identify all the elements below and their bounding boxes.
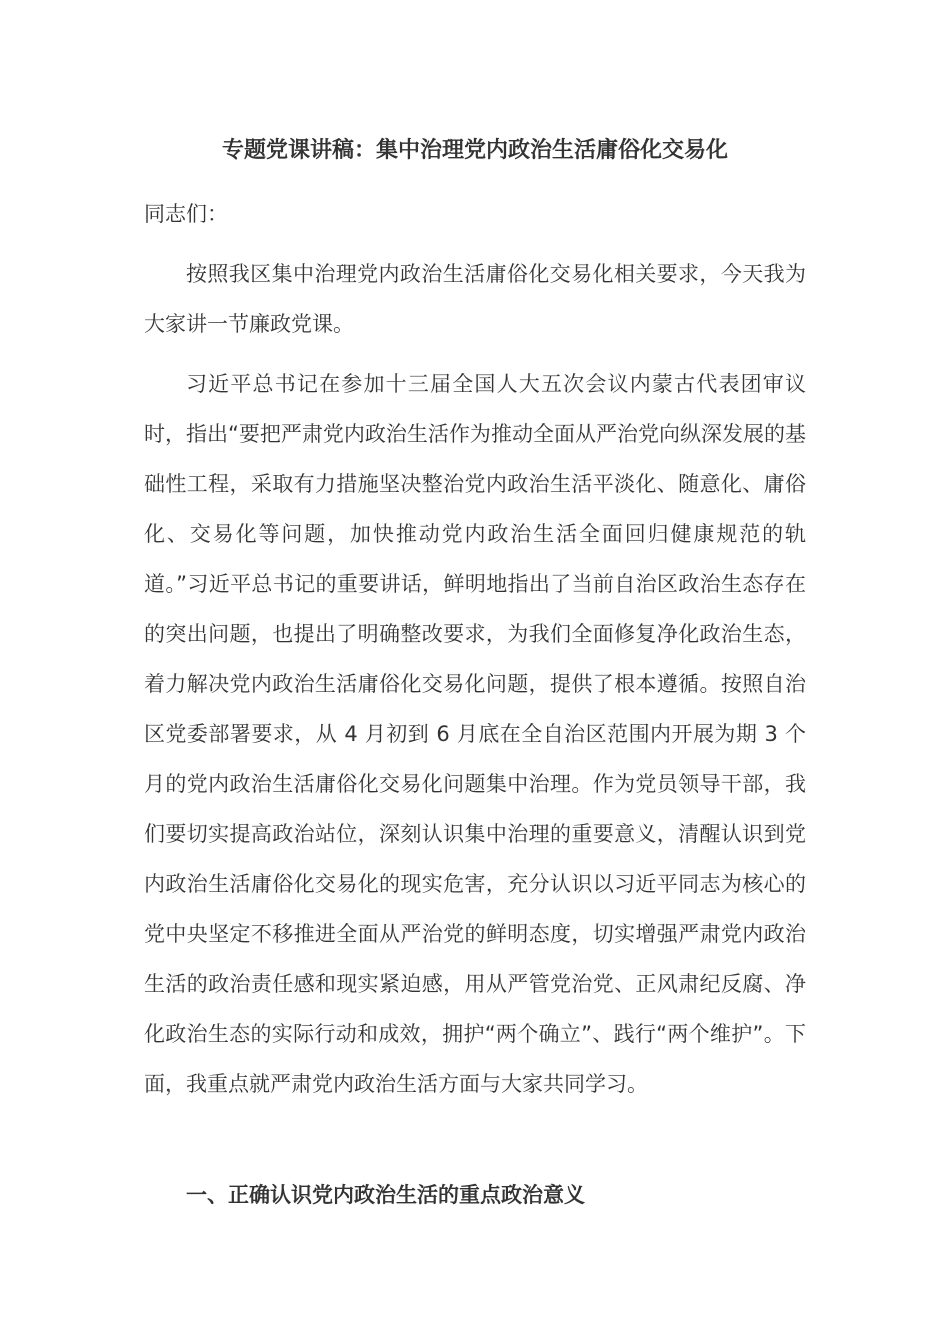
section-heading: 一、正确认识党内政治生活的重点政治意义 bbox=[186, 1183, 585, 1207]
document-title: 专题党课讲稿：集中治理党内政治生活庸俗化交易化 bbox=[221, 138, 728, 163]
salutation: 同志们： bbox=[144, 202, 228, 226]
paragraph-main: 习近平总书记在参加十三届全国人大五次会议内蒙古代表团审议时，指出“要把严肃党内政治生活作为推动全面从严治党向纵深发展的基础性工程，采取有力措施坚决整治党内政治生活平淡化、随意化、庸俗化、交易化等问题，加快推动党内政治生活全面回归健康规范的轨道。”习近平总书记的重要讲话，鲜明地指出了当前自治区政治生态存在的突出问题，也提出了明确整改要求，为我们全面修复净化政治生态，着力解决党内政治生活庸俗化交易化问题，提供了根本遵循。按照自治区党委部署要求，从 4 月初到 6 月底在全自治区范围内开展为期 3 个月的党内政治生活庸俗化交易化问题集中治理。作为党员领导干部，我们要切实提高政治站位，深刻认识集中治理的重要意义，清醒认识到党内政治生活庸俗化交易化的现实危害，充分认识以习近平同志为核心的党中央坚定不移推进全面从严治党的鲜明态度，切实增强严肃党内政治生活的政治责任感和现实紧迫感，用从严管党治党、正风肃纪反腐、净化政治生态的实际行动和成效，拥护“两个确立”、践行“两个维护”。下面，我重点就严肃党内政治生活方面与大家共同学习。 bbox=[144, 372, 806, 1096]
paragraph-intro: 按照我区集中治理党内政治生活庸俗化交易化相关要求，今天我为大家讲一节廉政党课。 bbox=[144, 262, 806, 336]
